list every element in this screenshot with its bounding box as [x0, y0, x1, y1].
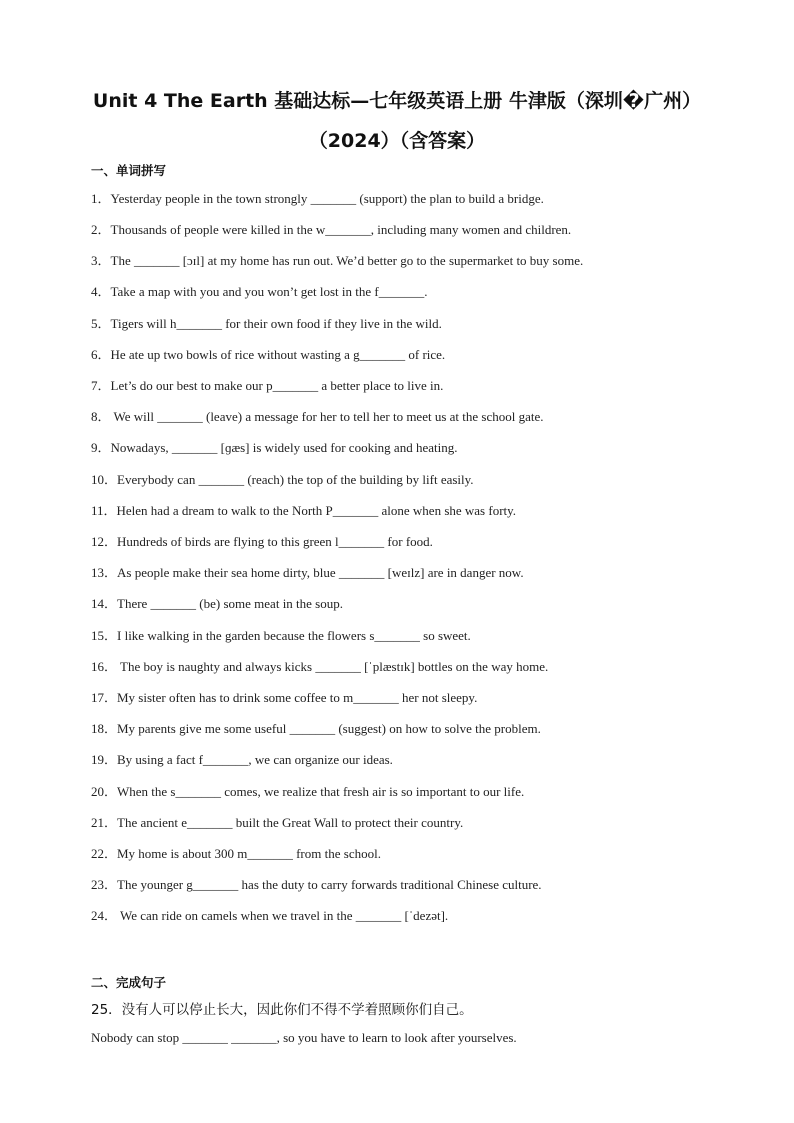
question-25-english: Nobody can stop _______ _______, so you have to learn to look after yourselves. [91, 1030, 517, 1045]
question-5: 5．Tigers will h_______ for their own food if they live in the wild. [91, 316, 442, 331]
question-16: 16． The boy is naughty and always kicks _______ [ˈplæstɪk] bottles on the way home. [91, 659, 549, 674]
question-22: 22．My home is about 300 m_______ from the school. [91, 846, 381, 861]
question-20: 20．When the s_______ comes, we realize that fresh air is so important to our life. [91, 784, 525, 799]
document-title-line1: Unit 4 The Earth 基础达标—七年级英语上册 牛津版（深圳�广州） [92, 90, 702, 112]
question-14: 14．There _______ (be) some meat in the soup. [91, 596, 343, 611]
question-4: 4．Take a map with you and you won’t get lost in the f_______. [91, 284, 428, 299]
section-heading-spelling: 一、单词拼写 [91, 163, 167, 178]
question-18: 18．My parents give me some useful _______ (suggest) on how to solve the problem. [91, 721, 541, 736]
question-13: 13．As people make their sea home dirty, blue _______ [weɪlz] are in danger now. [91, 565, 524, 580]
question-1: 1．Yesterday people in the town strongly _______ (support) the plan to build a bridge. [91, 191, 544, 206]
question-9: 9．Nowadays, _______ [ɡæs] is widely used for cooking and heating. [91, 440, 458, 455]
section-heading-complete-sentences: 二、完成句子 [91, 975, 167, 990]
question-15: 15．I like walking in the garden because the flowers s_______ so sweet. [91, 628, 471, 643]
question-11: 11．Helen had a dream to walk to the North P_______ alone when she was forty. [91, 503, 517, 518]
question-7: 7．Let’s do our best to make our p_______ a better place to live in. [91, 378, 444, 393]
question-19: 19．By using a fact f_______, we can organize our ideas. [91, 752, 393, 767]
question-17: 17．My sister often has to drink some coffee to m_______ her not sleepy. [91, 690, 478, 705]
question-21: 21．The ancient e_______ built the Great Wall to protect their country. [91, 815, 464, 830]
question-12: 12．Hundreds of birds are flying to this green l_______ for food. [91, 534, 433, 549]
question-3: 3．The _______ [ɔɪl] at my home has run out. We’d better go to the supermarket to buy some. [91, 253, 584, 268]
question-25-chinese: 25．没有人可以停止长大，因此你们不得不学着照顾你们自己。 [91, 1002, 473, 1018]
question-24: 24． We can ride on camels when we travel in the _______ [ˈdezət]. [91, 908, 449, 923]
document-title-line2: （2024）（含答案） [308, 130, 486, 152]
question-6: 6．He ate up two bowls of rice without wasting a g_______ of rice. [91, 347, 446, 362]
question-8: 8． We will _______ (leave) a message for her to tell her to meet us at the school gate. [91, 409, 544, 424]
question-10: 10．Everybody can _______ (reach) the top of the building by lift easily. [91, 472, 474, 487]
question-23: 23．The younger g_______ has the duty to carry forwards traditional Chinese culture. [91, 877, 542, 892]
question-2: 2．Thousands of people were killed in the w_______, including many women and children. [91, 222, 572, 237]
